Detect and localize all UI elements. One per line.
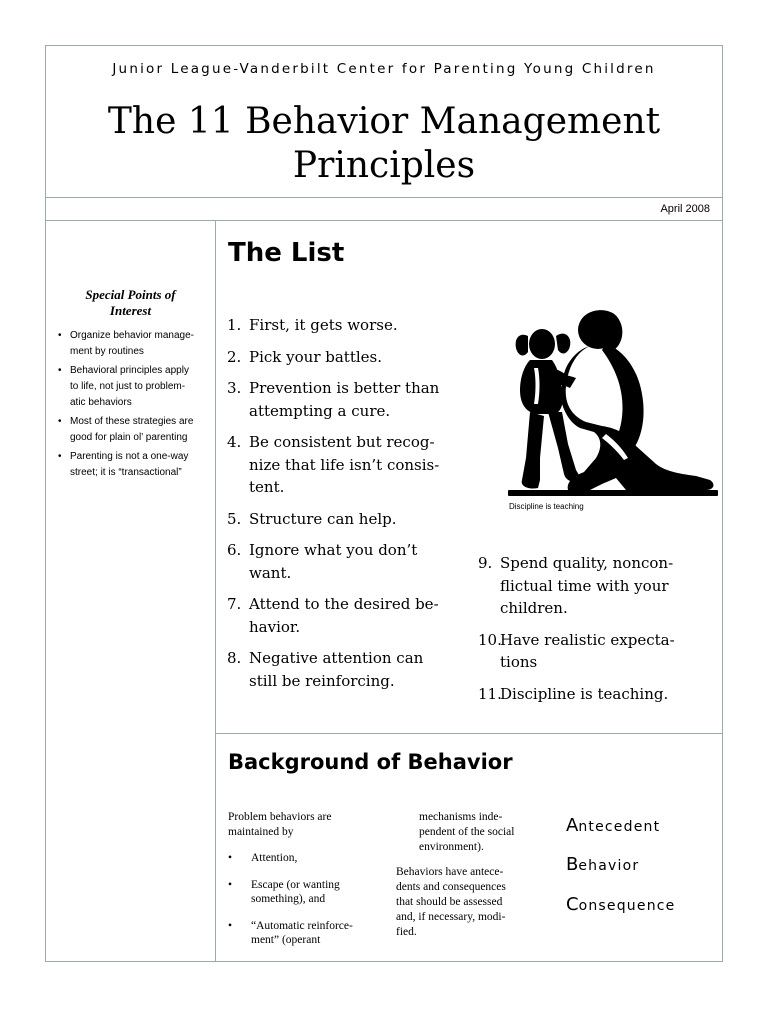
background-paragraph: [396, 865, 506, 940]
principle-line: Negative attention can: [249, 649, 424, 667]
principle-number: 2.: [227, 347, 242, 366]
sidebar-title-line: Interest: [109, 303, 152, 318]
background-paragraph-line: and, if necessary, modi-: [396, 911, 506, 923]
background-list-item: [228, 851, 378, 865]
page-title: [0, 100, 768, 188]
principles-list-left: [227, 314, 467, 701]
principle-line: nize that life isn’t consis-: [249, 455, 440, 474]
principle-line: tions: [500, 653, 538, 671]
principle-line: flictual time with your: [500, 576, 669, 595]
sidebar-item-line: • Organize behavior manage-: [70, 330, 194, 341]
sidebar-item: [58, 414, 204, 446]
background-heading: Background of Behavior: [228, 750, 513, 774]
sidebar-item: [58, 328, 204, 360]
principle-line: havior.: [249, 617, 301, 636]
principle-line: Pick your battles.: [249, 347, 382, 366]
background-list-line: • Attention,: [251, 852, 298, 864]
background-paragraph-line: that should be assessed: [396, 896, 503, 908]
abc-initial: C: [566, 894, 579, 915]
principle-item: [478, 629, 714, 674]
sidebar-item-line: ment by routines: [70, 346, 144, 357]
background-paragraph-line: fied.: [396, 926, 417, 938]
sidebar-item: [58, 449, 204, 481]
principle-number: 5.: [227, 509, 242, 528]
background-list-line: • “Automatic reinforce-: [251, 920, 353, 932]
header-rule-bottom: [45, 220, 723, 221]
issue-date: April 2008: [660, 203, 710, 215]
principle-line: Spend quality, noncon-: [500, 554, 674, 572]
parent-child-illustration: [506, 308, 720, 498]
background-paragraph-line: dents and consequences: [396, 881, 506, 893]
principles-list-right: [478, 552, 714, 714]
background-continuation-line: mechanisms inde-: [419, 811, 503, 823]
principle-line: Ignore what you don’t: [249, 541, 418, 559]
background-intro-line: Problem behaviors are: [228, 811, 332, 823]
sidebar-item-line: to life, not just to problem-: [70, 381, 186, 392]
principle-number: 7.: [227, 595, 242, 613]
principle-line: Structure can help.: [249, 509, 397, 528]
principle-item: [227, 314, 467, 337]
principle-line: children.: [500, 599, 568, 617]
background-continuation-line: pendent of the social: [419, 826, 515, 838]
background-list-item: [228, 919, 378, 947]
principle-number: 8.: [227, 649, 242, 667]
sidebar-item-line: street; it is “transactional”: [70, 467, 182, 478]
abc-antecedent: [566, 815, 660, 836]
principle-item: [227, 647, 467, 692]
principle-line: Prevention is better than: [249, 379, 440, 397]
abc-rest: ehavior: [578, 858, 640, 874]
principle-line: Be consistent but recog-: [249, 433, 435, 451]
sidebar-item-line: • Behavioral principles apply: [70, 365, 189, 376]
principle-number: 4.: [227, 433, 242, 451]
principle-line: Attend to the desired be-: [249, 595, 439, 613]
principle-number: 3.: [227, 379, 242, 397]
abc-consequence: [566, 894, 675, 915]
principle-number: 9.: [478, 554, 493, 572]
background-intro: [228, 810, 331, 840]
principle-line: Discipline is teaching.: [500, 684, 669, 703]
principle-line: attempting a cure.: [249, 401, 391, 420]
sidebar-title-line: Special Points of: [85, 287, 176, 302]
abc-behavior: [566, 854, 639, 875]
abc-rest: ntecedent: [578, 819, 661, 835]
sidebar-item-line: • Parenting is not a one-way: [70, 451, 189, 462]
principle-item: [227, 593, 467, 638]
principle-number: 6.: [227, 541, 242, 559]
sidebar-item: [58, 363, 204, 411]
sidebar-item-line: • Most of these strategies are: [70, 416, 194, 427]
background-continuation: [419, 810, 514, 855]
background-list-line: • Escape (or wanting: [251, 879, 340, 891]
header-rule-top: [45, 197, 723, 198]
principle-item: [227, 346, 467, 369]
list-heading: The List: [228, 238, 345, 268]
page-title-line: The 11 Behavior Management: [107, 101, 661, 142]
principle-line: want.: [249, 563, 292, 582]
principle-item: [227, 431, 467, 499]
background-intro-line: maintained by: [228, 826, 294, 838]
principle-number: 10.: [478, 630, 502, 649]
principle-number: 1.: [227, 316, 242, 334]
principle-line: still be reinforcing.: [249, 671, 395, 690]
principle-item: [478, 552, 714, 620]
principle-line: First, it gets worse.: [249, 316, 398, 334]
background-list-line: something), and: [251, 893, 326, 905]
background-list-line: ment” (operant: [251, 934, 321, 946]
page-title-line: Principles: [292, 145, 476, 186]
principle-item: [227, 539, 467, 584]
principle-line: Have realistic expecta-: [500, 630, 675, 649]
sidebar-item-line: good for plain ol’ parenting: [70, 432, 188, 443]
sidebar-item-line: atic behaviors: [70, 397, 132, 408]
abc-initial: B: [566, 854, 579, 875]
abc-rest: onsequence: [578, 898, 676, 914]
abc-initial: A: [566, 815, 579, 836]
principle-item: [227, 508, 467, 531]
organization-name: Junior League-Vanderbilt Center for Parenting Young Children: [112, 61, 656, 77]
principle-item: [227, 377, 467, 422]
sidebar-title: [58, 287, 203, 319]
principle-item: [478, 683, 714, 706]
image-caption: Discipline is teaching: [509, 502, 584, 511]
sidebar-divider: [215, 220, 216, 962]
sidebar-list: [58, 328, 204, 484]
principle-line: tent.: [249, 478, 285, 496]
background-list-item: [228, 878, 378, 906]
background-continuation-line: environment).: [419, 841, 484, 853]
section-rule: [215, 733, 723, 734]
principle-number: 11.: [478, 684, 502, 703]
background-paragraph-line: Behaviors have antece-: [396, 866, 504, 878]
background-list: [228, 851, 378, 960]
